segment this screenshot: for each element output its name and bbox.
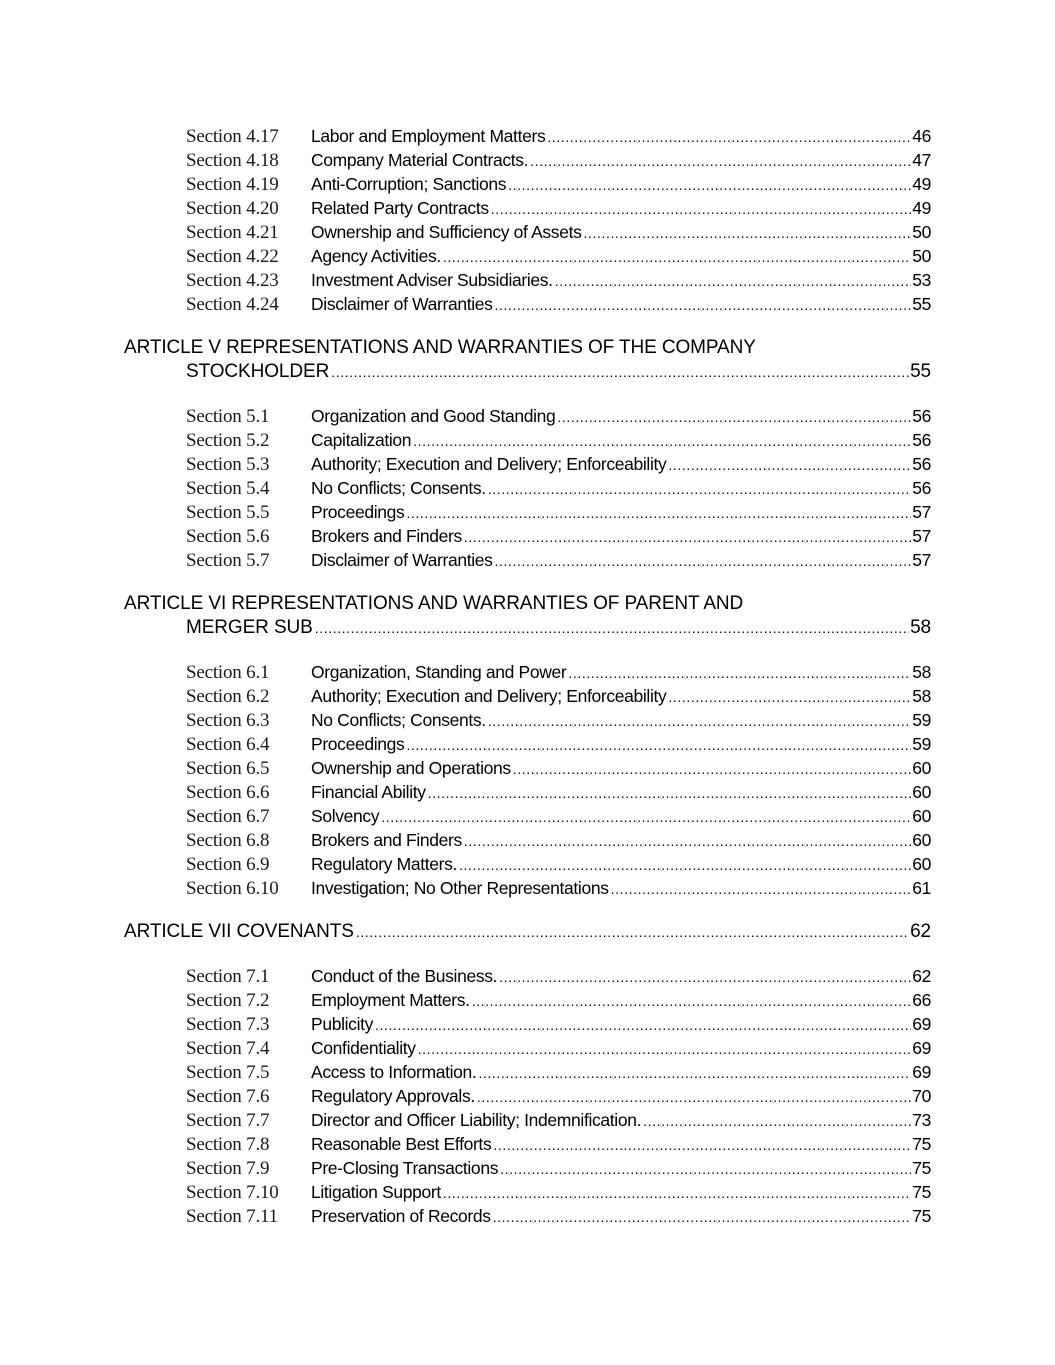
dot-leader	[568, 661, 911, 685]
toc-entry[interactable]	[124, 1156, 931, 1180]
section-number: Section 5.7	[186, 550, 270, 571]
article-title: ARTICLE VI REPRESENTATIONS AND WARRANTIES OF PARENT AND	[124, 593, 744, 614]
section-number: Section 4.24	[186, 294, 279, 315]
section-title: Brokers and Finders	[311, 830, 462, 850]
section-title: Authority; Execution and Delivery; Enforceability	[311, 686, 667, 706]
page-number: 75	[912, 1158, 931, 1178]
page-number: 60	[912, 782, 931, 802]
section-number: Section 4.20	[186, 198, 279, 219]
dot-leader	[500, 1157, 911, 1181]
page-number: 58	[912, 662, 931, 682]
section-title: Regulatory Approvals.	[311, 1086, 475, 1106]
dot-leader	[478, 1061, 911, 1085]
toc-entry[interactable]	[124, 524, 931, 548]
dot-leader	[464, 829, 911, 853]
dot-leader	[443, 245, 911, 269]
section-title: Ownership and Sufficiency of Assets	[311, 222, 582, 242]
page-number: 57	[912, 526, 931, 546]
section-number: Section 5.3	[186, 454, 270, 475]
toc-entry[interactable]	[124, 476, 931, 500]
section-title: Solvency	[311, 806, 380, 826]
toc-entry[interactable]	[124, 220, 931, 244]
section-title: Organization and Good Standing	[311, 406, 556, 426]
article-heading-vi[interactable]	[124, 592, 931, 640]
toc-entry[interactable]	[124, 124, 931, 148]
section-title: Ownership and Operations	[311, 758, 511, 778]
page-number: 56	[912, 454, 931, 474]
page-number: 55	[912, 294, 931, 314]
page-number: 46	[912, 126, 931, 146]
toc-entry[interactable]	[124, 1036, 931, 1060]
article-title-continuation: STOCKHOLDER	[186, 361, 330, 382]
article-vii-sections	[124, 964, 931, 1228]
section-number: Section 6.2	[186, 686, 270, 707]
section-number: Section 7.2	[186, 990, 270, 1011]
article-title: ARTICLE V REPRESENTATIONS AND WARRANTIES OF THE COMPANY	[124, 337, 756, 358]
dot-leader	[418, 1037, 912, 1061]
toc-entry[interactable]	[124, 548, 931, 572]
page-number: 60	[912, 758, 931, 778]
toc-entry[interactable]	[124, 452, 931, 476]
toc-entry[interactable]	[124, 268, 931, 292]
section-title: Conduct of the Business.	[311, 966, 498, 986]
section-title: Company Material Contracts.	[311, 150, 529, 170]
toc-entry[interactable]	[124, 148, 931, 172]
section-title: No Conflicts; Consents.	[311, 478, 486, 498]
page-number: 73	[912, 1110, 931, 1130]
section-title: Anti-Corruption; Sanctions	[311, 174, 507, 194]
section-number: Section 5.1	[186, 406, 270, 427]
section-number: Section 6.4	[186, 734, 270, 755]
page-number: 66	[912, 990, 931, 1010]
page-number: 58	[912, 686, 931, 706]
toc-entry[interactable]	[124, 1012, 931, 1036]
section-number: Section 6.5	[186, 758, 270, 779]
section-title: Authority; Execution and Delivery; Enforceability	[311, 454, 667, 474]
toc-entry[interactable]	[124, 1108, 931, 1132]
section-title: Financial Ability	[311, 782, 426, 802]
dot-leader	[491, 197, 912, 221]
toc-entry[interactable]	[124, 500, 931, 524]
toc-entry[interactable]	[124, 852, 931, 876]
section-number: Section 6.8	[186, 830, 270, 851]
page-number: 57	[912, 502, 931, 522]
dot-leader	[375, 1013, 911, 1037]
page-number: 56	[912, 406, 931, 426]
section-number: Section 5.4	[186, 478, 270, 499]
section-number: Section 6.1	[186, 662, 270, 683]
page-number: 69	[912, 1014, 931, 1034]
dot-leader	[643, 1109, 911, 1133]
page-number: 62	[912, 966, 931, 986]
section-number: Section 4.19	[186, 174, 279, 195]
section-number: Section 7.6	[186, 1086, 270, 1107]
page-number: 59	[912, 710, 931, 730]
section-title: Access to Information.	[311, 1062, 477, 1082]
section-title: Proceedings	[311, 502, 405, 522]
dot-leader	[477, 1085, 911, 1109]
section-title: Disclaimer of Warranties	[311, 550, 493, 570]
section-number: Section 7.8	[186, 1134, 270, 1155]
dot-leader	[406, 501, 911, 525]
toc-entry[interactable]	[124, 404, 931, 428]
section-number: Section 7.4	[186, 1038, 270, 1059]
toc-entry[interactable]	[124, 964, 931, 988]
page-number: 59	[912, 734, 931, 754]
section-title: Confidentiality	[311, 1038, 416, 1058]
section-number: Section 7.1	[186, 966, 270, 987]
page-number: 70	[912, 1086, 931, 1106]
dot-leader	[472, 989, 912, 1013]
section-number: Section 4.17	[186, 126, 279, 147]
toc-entry[interactable]	[124, 1180, 931, 1204]
dot-leader	[493, 1133, 911, 1157]
article-heading-v[interactable]	[124, 336, 931, 384]
page-number: 75	[912, 1182, 931, 1202]
page-number: 75	[912, 1134, 931, 1154]
dot-leader	[488, 709, 911, 733]
dot-leader	[488, 477, 911, 501]
section-number: Section 7.10	[186, 1182, 279, 1203]
article-title: ARTICLE VII COVENANTS	[124, 921, 354, 942]
page-number: 49	[912, 198, 931, 218]
page-number: 75	[912, 1206, 931, 1226]
section-title: Investment Adviser Subsidiaries.	[311, 270, 553, 290]
page-number: 50	[912, 246, 931, 266]
section-number: Section 6.9	[186, 854, 270, 875]
toc-entry[interactable]	[124, 1132, 931, 1156]
section-title: No Conflicts; Consents.	[311, 710, 486, 730]
section-number: Section 5.5	[186, 502, 270, 523]
section-number: Section 7.11	[186, 1206, 278, 1227]
dot-leader	[459, 853, 911, 877]
dot-leader	[584, 221, 912, 245]
page-number: 57	[912, 550, 931, 570]
toc-entry[interactable]	[124, 1084, 931, 1108]
dot-leader	[495, 293, 912, 317]
toc-entry[interactable]	[124, 292, 931, 316]
dot-leader	[557, 405, 911, 429]
toc-entry[interactable]	[124, 804, 931, 828]
toc-entry[interactable]	[124, 244, 931, 268]
page-number: 58	[910, 617, 931, 638]
section-number: Section 4.21	[186, 222, 279, 243]
section-title: Brokers and Finders	[311, 526, 462, 546]
section-title: Director and Officer Liability; Indemnification.	[311, 1110, 642, 1130]
page-number: 69	[912, 1062, 931, 1082]
dot-leader	[530, 149, 911, 173]
page-number: 62	[910, 921, 931, 942]
article-iv-sections	[124, 124, 931, 316]
toc-entry[interactable]	[124, 732, 931, 756]
section-title: Organization, Standing and Power	[311, 662, 567, 682]
section-number: Section 7.5	[186, 1062, 270, 1083]
section-title: Publicity	[311, 1014, 374, 1034]
section-number: Section 4.23	[186, 270, 279, 291]
section-title: Litigation Support	[311, 1182, 441, 1202]
dot-leader	[668, 453, 911, 477]
section-title: Related Party Contracts	[311, 198, 489, 218]
page-number: 47	[912, 150, 931, 170]
page-number: 56	[912, 478, 931, 498]
page-number: 50	[912, 222, 931, 242]
article-heading-vii[interactable]	[124, 920, 931, 944]
dot-leader	[464, 525, 911, 549]
toc-entry[interactable]	[124, 756, 931, 780]
toc-entry[interactable]	[124, 428, 931, 452]
section-number: Section 4.18	[186, 150, 279, 171]
section-title: Labor and Employment Matters	[311, 126, 546, 146]
section-number: Section 7.3	[186, 1014, 270, 1035]
toc-entry[interactable]	[124, 1060, 931, 1084]
section-number: Section 5.2	[186, 430, 270, 451]
toc-entry[interactable]	[124, 196, 931, 220]
page-number: 60	[912, 854, 931, 874]
dot-leader	[611, 877, 912, 901]
toc-entry[interactable]	[124, 876, 931, 900]
toc-entry[interactable]	[124, 684, 931, 708]
section-number: Section 6.10	[186, 878, 279, 899]
dot-leader	[406, 733, 911, 757]
page-number: 55	[910, 361, 931, 382]
section-title: Capitalization	[311, 430, 412, 450]
toc-entry[interactable]	[124, 172, 931, 196]
toc-entry[interactable]	[124, 1204, 931, 1228]
toc-entry[interactable]	[124, 828, 931, 852]
page-number: 60	[912, 830, 931, 850]
page-number: 60	[912, 806, 931, 826]
dot-leader	[428, 781, 912, 805]
section-title: Disclaimer of Warranties	[311, 294, 493, 314]
dot-leader	[315, 616, 909, 640]
page-number: 49	[912, 174, 931, 194]
section-title: Investigation; No Other Representations	[311, 878, 609, 898]
section-title: Reasonable Best Efforts	[311, 1134, 492, 1154]
section-number: Section 5.6	[186, 526, 270, 547]
section-title: Regulatory Matters.	[311, 854, 458, 874]
section-title: Agency Activities.	[311, 246, 441, 266]
dot-leader	[499, 965, 911, 989]
dot-leader	[513, 757, 911, 781]
section-title: Employment Matters.	[311, 990, 470, 1010]
page-number: 53	[912, 270, 931, 290]
dot-leader	[331, 360, 909, 384]
section-title: Preservation of Records	[311, 1206, 491, 1226]
section-number: Section 6.6	[186, 782, 270, 803]
dot-leader	[443, 1181, 911, 1205]
dot-leader	[547, 125, 911, 149]
dot-leader	[413, 429, 911, 453]
section-number: Section 6.7	[186, 806, 270, 827]
dot-leader	[508, 173, 911, 197]
dot-leader	[493, 1205, 912, 1229]
page-number: 56	[912, 430, 931, 450]
section-title: Proceedings	[311, 734, 405, 754]
dot-leader	[381, 805, 911, 829]
toc-entry[interactable]	[124, 988, 931, 1012]
toc-entry[interactable]	[124, 780, 931, 804]
dot-leader	[668, 685, 911, 709]
article-title-continuation: MERGER SUB	[186, 617, 313, 638]
section-number: Section 7.7	[186, 1110, 270, 1131]
table-of-contents	[124, 124, 931, 1228]
article-vi-sections	[124, 660, 931, 900]
section-number: Section 7.9	[186, 1158, 270, 1179]
toc-entry[interactable]	[124, 660, 931, 684]
dot-leader	[555, 269, 912, 293]
article-v-sections	[124, 404, 931, 572]
page-number: 69	[912, 1038, 931, 1058]
dot-leader	[495, 549, 912, 573]
toc-entry[interactable]	[124, 708, 931, 732]
section-number: Section 6.3	[186, 710, 270, 731]
page-number: 61	[912, 878, 931, 898]
section-number: Section 4.22	[186, 246, 279, 267]
section-title: Pre-Closing Transactions	[311, 1158, 499, 1178]
dot-leader	[356, 920, 909, 944]
